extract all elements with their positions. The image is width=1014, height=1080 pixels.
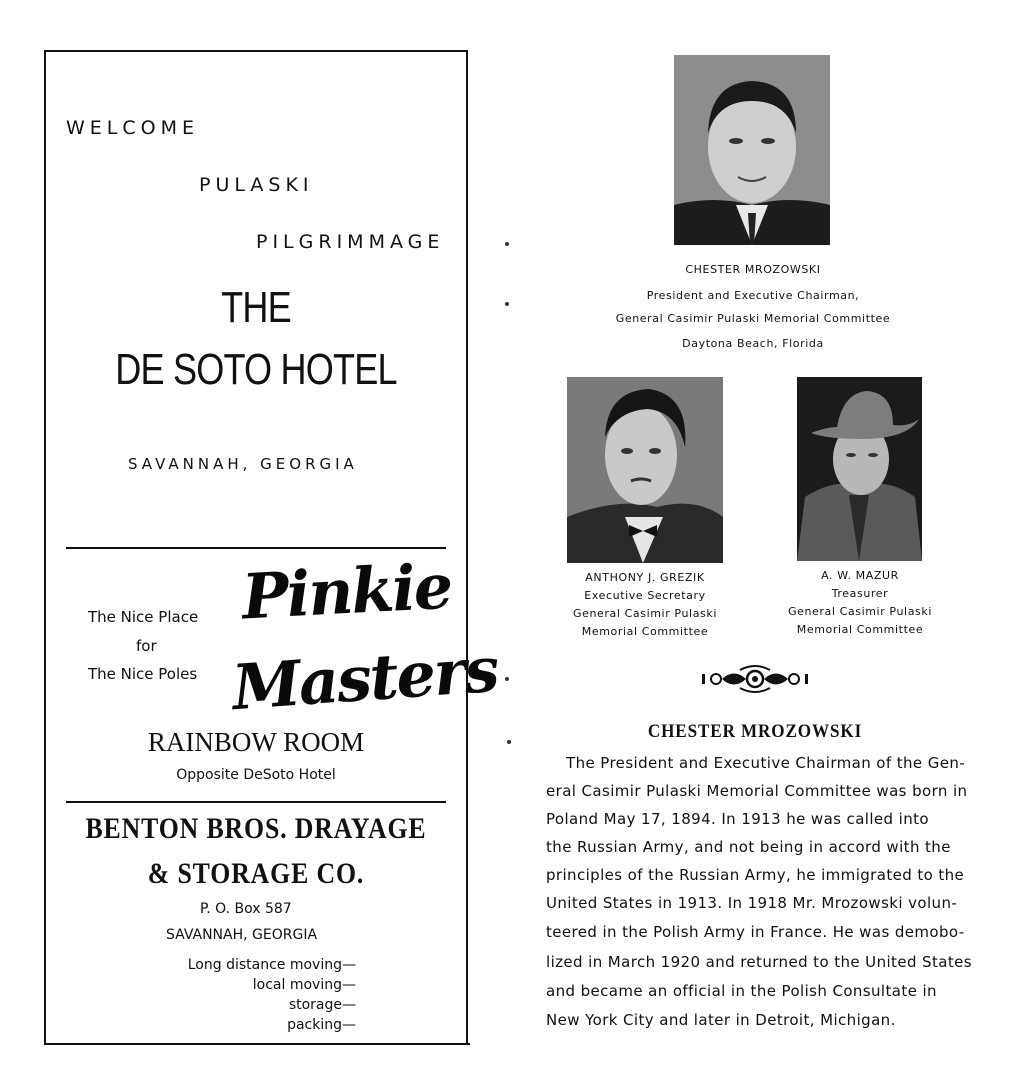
anthony-title: Executive Secretary bbox=[584, 589, 706, 602]
pilgrimmage-text: PILGRIMMAGE bbox=[256, 231, 445, 253]
anthony-committee-line-2: Memorial Committee bbox=[581, 625, 709, 638]
chester-committee: General Casimir Pulaski Memorial Committee bbox=[615, 312, 891, 325]
mazur-name: A. W. MAZUR bbox=[821, 569, 899, 582]
scan-speck bbox=[505, 242, 509, 246]
chester-portrait-photo bbox=[674, 55, 830, 245]
bio-line: New York City and later in Detroit, Michigan. bbox=[546, 1011, 896, 1029]
bio-line: lized in March 1920 and returned to the United States bbox=[546, 953, 972, 971]
benton-location: SAVANNAH, GEORGIA bbox=[166, 927, 318, 943]
chester-title: President and Executive Chairman, bbox=[646, 289, 860, 302]
bio-line: Poland May 17, 1894. In 1913 he was called into bbox=[546, 810, 929, 828]
hotel-location: SAVANNAH, GEORGIA bbox=[128, 455, 358, 473]
bio-line: and became an official in the Polish Consultate in bbox=[546, 982, 937, 1000]
scan-speck bbox=[505, 677, 509, 681]
scan-speck bbox=[507, 740, 511, 744]
pinkie-script-logo: Pinkie bbox=[240, 549, 453, 634]
mazur-committee-line-1: General Casimir Pulaski bbox=[787, 605, 932, 618]
panel-bottom-rule bbox=[44, 1043, 470, 1045]
section-divider bbox=[66, 547, 446, 549]
mazur-title: Treasurer bbox=[831, 587, 889, 600]
slogan-line: for bbox=[136, 637, 157, 655]
masters-script-logo: Masters bbox=[229, 632, 500, 725]
service-item: packing— bbox=[287, 1017, 356, 1033]
benton-company-name-line-1: BENTON BROS. DRAYAGE bbox=[85, 812, 427, 845]
chester-city: Daytona Beach, Florida bbox=[682, 337, 824, 350]
bio-line: United States in 1913. In 1918 Mr. Mrozowski volun- bbox=[546, 894, 958, 912]
pulaski-text: PULASKI bbox=[199, 174, 314, 196]
anthony-portrait-photo bbox=[567, 377, 723, 563]
mazur-portrait-photo bbox=[797, 377, 922, 561]
scroll-ornament-icon bbox=[700, 664, 810, 694]
slogan-line: The Nice Poles bbox=[88, 665, 198, 683]
benton-company-name-line-2: & STORAGE CO. bbox=[147, 857, 365, 890]
bio-line: principles of the Russian Army, he immigrated to the bbox=[546, 866, 965, 884]
section-divider bbox=[66, 801, 446, 803]
chester-name: CHESTER MROZOWSKI bbox=[685, 263, 821, 276]
slogan-line: The Nice Place bbox=[88, 608, 199, 626]
anthony-name: ANTHONY J. GREZIK bbox=[585, 571, 705, 584]
bio-heading: CHESTER MROZOWSKI bbox=[647, 721, 863, 742]
bio-line: The President and Executive Chairman of the Gen- bbox=[566, 754, 966, 772]
po-box: P. O. Box 587 bbox=[200, 901, 292, 917]
service-item: local moving— bbox=[252, 977, 356, 993]
rainbow-room-title: RAINBOW ROOM bbox=[147, 727, 365, 757]
anthony-committee-line-1: General Casimir Pulaski bbox=[572, 607, 717, 620]
bio-line: eral Casimir Pulaski Memorial Committee was born in bbox=[546, 782, 968, 800]
service-item: Long distance moving— bbox=[187, 957, 356, 973]
service-item: storage— bbox=[288, 997, 356, 1013]
bio-line: teered in the Polish Army in France. He was demobo- bbox=[546, 923, 965, 941]
hotel-name-line-1: THE bbox=[221, 283, 291, 332]
mazur-committee-line-2: Memorial Committee bbox=[796, 623, 924, 636]
rainbow-room-location: Opposite DeSoto Hotel bbox=[176, 767, 336, 783]
hotel-name-line-2: DE SOTO HOTEL bbox=[115, 345, 397, 394]
welcome-text: WELCOME bbox=[66, 117, 199, 139]
scan-speck bbox=[505, 302, 509, 306]
bio-line: the Russian Army, and not being in accord with the bbox=[546, 838, 951, 856]
